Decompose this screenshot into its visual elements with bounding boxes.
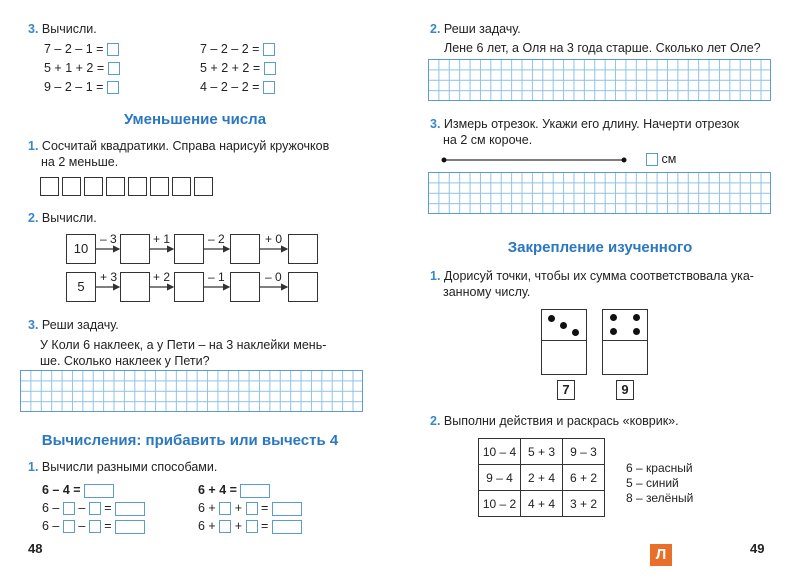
right-task-3-text [430, 116, 739, 148]
task-1b-header [28, 460, 217, 474]
equation: 7 – 2 – 2 = [200, 42, 260, 56]
right-task-2-header [430, 22, 521, 36]
rug-cell[interactable]: 2 + 4 [521, 465, 563, 491]
equation: 5 + 2 + 2 = [200, 61, 261, 75]
rug-cell[interactable]: 9 – 4 [479, 465, 521, 491]
task-text: на 2 см короче. [443, 133, 533, 147]
task-number: 3. [430, 117, 441, 131]
ways-plus [198, 481, 302, 535]
right-task-2b-header [430, 414, 679, 428]
chain-op: – 2 [208, 232, 225, 246]
domino-bottom[interactable] [602, 340, 648, 375]
dot [633, 328, 640, 335]
task-text: ше. Сколько наклеек у Пети? [40, 354, 210, 368]
expression: = [104, 519, 112, 533]
table-row [479, 491, 605, 517]
rug-cell[interactable]: 3 + 2 [563, 491, 605, 517]
step-box[interactable] [63, 502, 75, 515]
right-task-2-text: Лене 6 лет, а Оля на 3 года старше. Сколько лет Оле? [444, 41, 761, 55]
ways-minus [42, 481, 145, 535]
task-number: 1. [28, 460, 39, 474]
equation: 5 + 1 + 2 = [44, 61, 105, 75]
step-box[interactable] [246, 502, 258, 515]
chain-op: – 1 [208, 270, 225, 284]
domino-top [602, 309, 648, 341]
section-heading-add-subtract-4: Вычисления: прибавить или вычесть 4 [41, 432, 339, 449]
expression: 6 + [198, 501, 216, 515]
answer-box[interactable] [272, 502, 302, 516]
equation: 4 – 2 – 2 = [200, 80, 260, 94]
task-number: 2. [430, 22, 441, 36]
table-row [479, 439, 605, 465]
expression: = [104, 501, 112, 515]
step-box[interactable] [63, 520, 75, 533]
equation: 9 – 2 – 1 = [44, 80, 104, 94]
dot [610, 328, 617, 335]
rug-cell[interactable]: 9 – 3 [563, 439, 605, 465]
chain-arrows [0, 0, 400, 320]
publisher-logo: Л [650, 544, 672, 566]
task-number: 3. [28, 22, 39, 36]
table-row [479, 465, 605, 491]
color-legend [626, 461, 693, 506]
task-label: Вычисли. [41, 22, 97, 36]
answer-grid[interactable] [20, 370, 363, 412]
expression: = [260, 501, 269, 515]
domino-target-number: 7 [557, 380, 575, 400]
domino-target-number: 9 [616, 380, 634, 400]
task-3b-text [40, 337, 326, 369]
page-number-left: 48 [28, 541, 43, 556]
answer-grid[interactable] [428, 172, 771, 214]
step-box[interactable] [246, 520, 258, 533]
answer-box[interactable] [115, 520, 145, 534]
rug-cell[interactable]: 10 – 4 [479, 439, 521, 465]
task-3b-header [28, 318, 119, 332]
rug-cell[interactable]: 6 + 2 [563, 465, 605, 491]
dot [548, 315, 555, 322]
answer-grid[interactable] [428, 59, 771, 101]
answer-box[interactable] [115, 502, 145, 516]
task-label: Реши задачу. [443, 22, 521, 36]
task-text: Сосчитай квадратики. Справа нарисуй кружочков [41, 139, 330, 153]
task-number: 2. [430, 414, 441, 428]
legend-item: 5 – синий [626, 476, 679, 490]
task-number: 2. [28, 211, 39, 225]
step-box[interactable] [89, 520, 101, 533]
chain-op: – 0 [265, 270, 282, 284]
task-number: 1. [28, 139, 39, 153]
dot [633, 314, 640, 321]
expression: – [78, 519, 86, 533]
task-text: У Коли 6 наклеек, а у Пети – на 3 наклейки мень- [40, 338, 327, 352]
expression: + [234, 501, 243, 515]
chain-op: + 0 [265, 232, 283, 246]
dot [572, 329, 579, 336]
answer-box[interactable] [646, 153, 658, 166]
length-answer [646, 152, 676, 166]
page-number-right: 49 [750, 541, 765, 556]
expression: 6 – [42, 501, 60, 515]
dot [560, 322, 567, 329]
task-number: 3. [28, 318, 39, 332]
equation: 7 – 2 – 1 = [44, 42, 104, 56]
task-label: Реши задачу. [41, 318, 119, 332]
right-task-1-text [430, 268, 754, 300]
legend-item: 6 – красный [626, 461, 693, 475]
rug-cell[interactable]: 10 – 2 [479, 491, 521, 517]
chain-op: + 2 [153, 270, 171, 284]
legend-item: 8 – зелёный [626, 491, 694, 505]
rug-cell[interactable]: 5 + 3 [521, 439, 563, 465]
answer-box[interactable] [240, 484, 270, 498]
answer-box[interactable] [272, 520, 302, 534]
domino-bottom[interactable] [541, 340, 587, 375]
unit-label: см [661, 152, 677, 166]
rug-cell[interactable]: 4 + 4 [521, 491, 563, 517]
step-box[interactable] [219, 520, 231, 533]
chain-start-box: 10 [66, 234, 96, 264]
rug-table [478, 438, 605, 517]
segment [440, 155, 630, 165]
task-label: Выполни действия и раскрась «коврик». [443, 414, 679, 428]
section-heading-decrease: Уменьшение числа [123, 111, 267, 128]
task-text: занному числу. [443, 285, 531, 299]
expression: + [234, 519, 243, 533]
task-text: Измерь отрезок. Укажи его длину. Начерти отрезок [443, 117, 740, 131]
chain-start-box: 5 [66, 272, 96, 302]
expression: = [260, 519, 269, 533]
expression: 6 + 4 = [198, 483, 237, 497]
task-number: 1. [430, 269, 441, 283]
task-label: Вычисли разными способами. [41, 460, 218, 474]
task-text: на 2 меньше. [41, 155, 119, 169]
dot [610, 314, 617, 321]
expression: 6 – [42, 519, 60, 533]
chain-op: – 3 [100, 232, 117, 246]
expression: – [78, 501, 86, 515]
chain-op: + 1 [153, 232, 171, 246]
answer-box[interactable] [84, 484, 114, 498]
task-label: Вычисли. [41, 211, 97, 225]
step-box[interactable] [89, 502, 101, 515]
chain-op: + 3 [100, 270, 118, 284]
section-heading-review: Закрепление изученного [507, 239, 693, 256]
expression: 6 + [198, 519, 216, 533]
step-box[interactable] [219, 502, 231, 515]
task-text: Дорисуй точки, чтобы их сумма соответствовала ука- [443, 269, 754, 283]
expression: 6 – 4 = [42, 483, 81, 497]
